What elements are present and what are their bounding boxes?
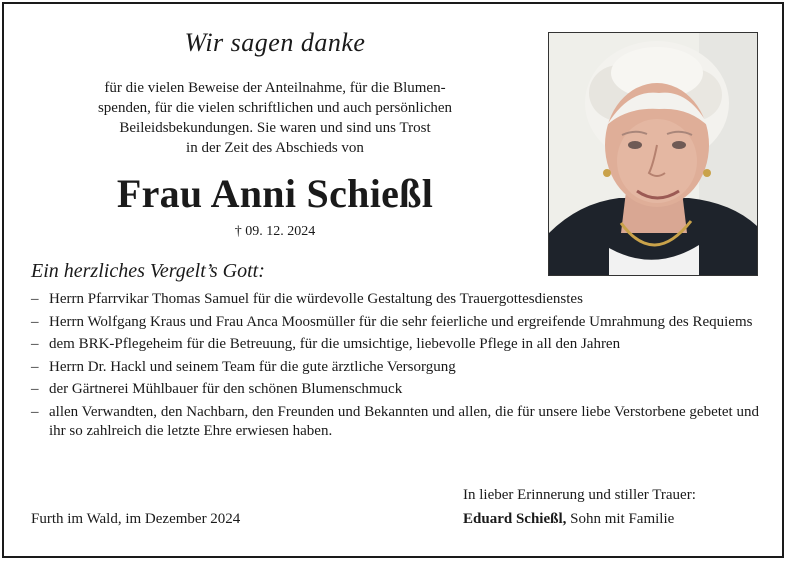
- list-item: [31, 380, 759, 400]
- dash-bullet: –: [31, 336, 39, 352]
- headline: Wir sagen danke: [184, 28, 366, 57]
- thanks-heading: Ein herzliches Vergelt’s Gott:: [31, 260, 265, 282]
- list-item: [31, 313, 759, 333]
- dash-bullet: –: [31, 313, 39, 330]
- list-item: [31, 358, 759, 378]
- death-date: † 09. 12. 2024: [234, 224, 316, 239]
- closing-line: In lieber Erinnerung und stiller Trauer:: [463, 487, 696, 503]
- dash-bullet: –: [31, 291, 39, 307]
- deceased-name: Frau Anni Schießl: [116, 171, 434, 216]
- dash-bullet: –: [31, 358, 39, 375]
- list-item-text: der Gärtnerei Mühlbauer für den schönen Blumenschmuck: [49, 381, 403, 397]
- list-item-text: dem BRK-Pflegeheim für die Betreuung, für die umsichtige, liebevolle Pflege in all den Jahren: [49, 336, 621, 352]
- list-item-text: allen Verwandten, den Nachbarn, den Freunden und Bekannten und allen, die für unsere liebe Verstorbene gebetet und ihr so zahlreich die letzte Ehre erwiesen haben.: [49, 403, 759, 439]
- list-item: [31, 403, 759, 442]
- place-and-date: Furth im Wald, im Dezember 2024: [31, 511, 241, 527]
- list-item-text: Herrn Dr. Hackl und seinem Team für die gute ärztliche Versorgung: [49, 358, 456, 375]
- intro-line: für die vielen Beweise der Anteilnahme, für die Blumen-: [104, 80, 446, 96]
- list-item-text: Herrn Wolfgang Kraus und Frau Anca Moosmüller für die sehr feierliche und ergreifende Umrahmung des Requiems: [49, 313, 753, 330]
- dash-bullet: –: [31, 381, 39, 397]
- intro-line: Beileidsbekundungen. Sie waren und sind uns Trost: [119, 120, 431, 136]
- portrait-photo: [548, 32, 758, 276]
- list-item: [31, 290, 759, 310]
- dash-bullet: –: [31, 403, 39, 420]
- intro-text: [20, 78, 530, 158]
- list-item-text: Herrn Pfarrvikar Thomas Samuel für die würdevolle Gestaltung des Trauergottesdienstes: [49, 291, 583, 307]
- signatory-relation: Sohn mit Familie: [566, 511, 675, 527]
- intro-line: in der Zeit des Abschieds von: [186, 140, 364, 156]
- thanks-list: [31, 290, 759, 445]
- signatory: [463, 511, 674, 528]
- intro-line: spenden, für die vielen schriftlichen und auch persönlichen: [97, 100, 453, 116]
- list-item: [31, 335, 759, 355]
- signatory-name: Eduard Schießl,: [463, 511, 567, 527]
